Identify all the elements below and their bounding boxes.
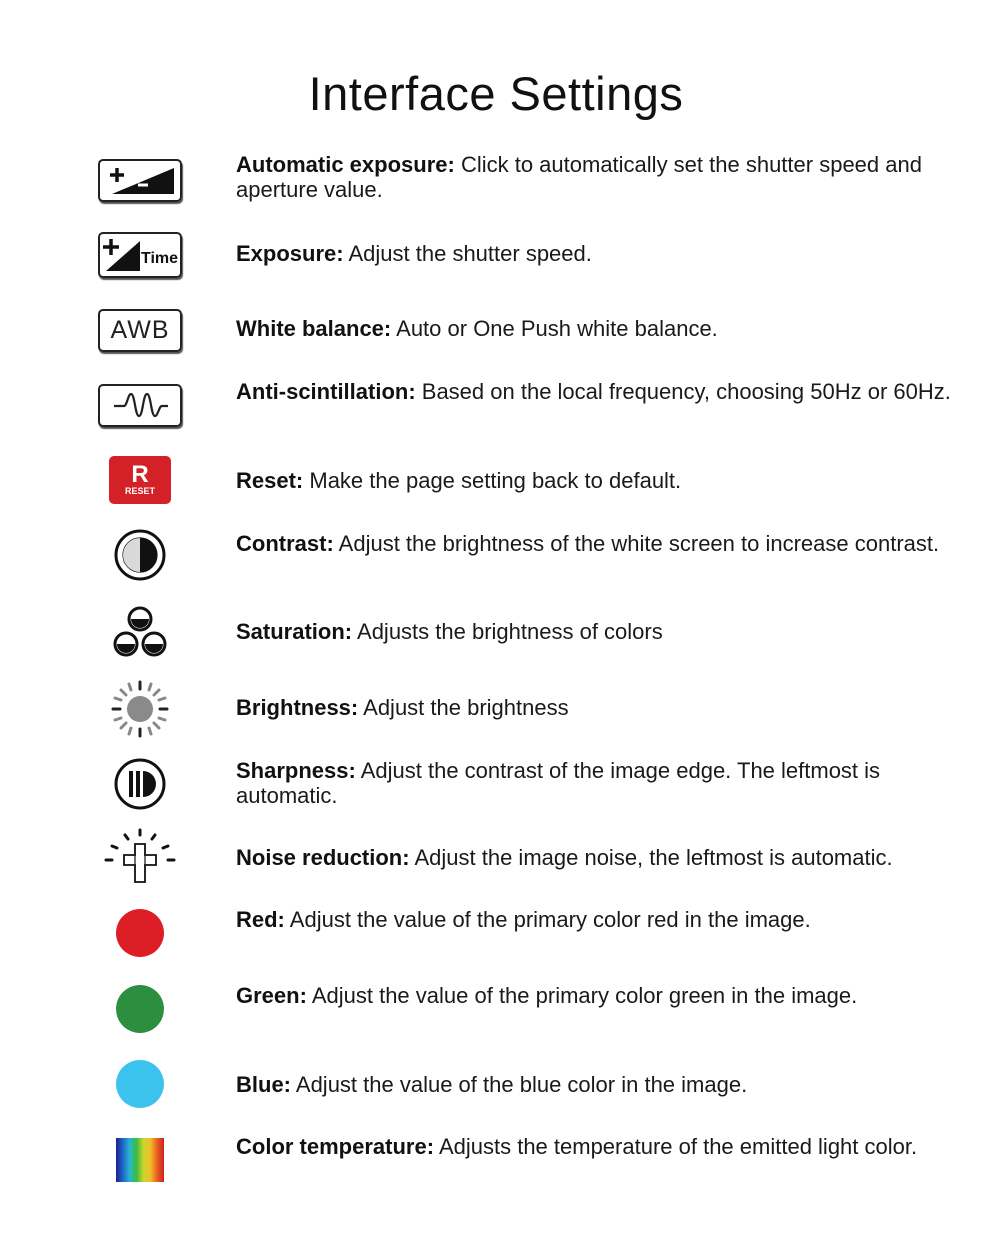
setting-description: [236, 1134, 956, 1159]
setting-text: Adjust the value of the blue color in the image.: [291, 1072, 748, 1097]
page-title: Interface Settings: [308, 67, 684, 120]
setting-label: Exposure:: [236, 241, 344, 266]
setting-description: [236, 468, 956, 493]
contrast-icon: [96, 531, 184, 579]
brightness-icon: [96, 685, 184, 733]
setting-label: Contrast:: [236, 531, 334, 556]
auto-exposure-icon: [96, 156, 184, 204]
setting-text: Adjust the contrast of the image edge. The leftmost is automatic.: [236, 758, 881, 808]
setting-label: Automatic exposure:: [236, 152, 455, 177]
setting-text: Adjust the value of the primary color green in the image.: [306, 983, 858, 1008]
noise-reduction-icon: [96, 833, 184, 881]
setting-description: [236, 316, 956, 341]
setting-description: [236, 531, 956, 556]
setting-text: Based on the local frequency, choosing 50Hz or 60Hz.: [415, 379, 951, 404]
red-dot-icon: [96, 909, 184, 957]
setting-description: [236, 907, 956, 932]
setting-label: White balance:: [236, 316, 392, 341]
setting-description: [236, 379, 956, 404]
reset-icon-letter: R: [131, 460, 149, 488]
setting-label: Green:: [236, 983, 307, 1008]
reset-icon: [96, 456, 184, 504]
setting-text: Auto or One Push white balance.: [391, 316, 718, 341]
setting-text: Adjusts the temperature of the emitted light color.: [434, 1134, 918, 1159]
spectrum-swatch: [116, 1138, 164, 1182]
exposure-icon-text: Time: [141, 250, 179, 267]
setting-description: [236, 695, 956, 720]
saturation-icon: [96, 609, 184, 657]
setting-label: Noise reduction:: [236, 845, 410, 870]
reset-icon-text: RESET: [124, 485, 155, 496]
exposure-time-icon: [96, 231, 184, 279]
blue-swatch: [116, 1060, 164, 1108]
setting-text: Adjust the brightness: [358, 695, 569, 720]
awb-icon-text: AWB: [110, 315, 170, 344]
sharpness-icon: [96, 760, 184, 808]
blue-dot-icon: [96, 1060, 184, 1108]
red-swatch: [116, 909, 164, 957]
setting-text: Make the page setting back to default.: [303, 468, 682, 493]
setting-description: [236, 845, 956, 870]
setting-description: [236, 758, 956, 808]
setting-text: Adjust the brightness of the white screen to increase contrast.: [333, 531, 940, 556]
setting-text: Adjust the shutter speed.: [343, 241, 592, 266]
setting-text: Adjusts the brightness of colors: [352, 619, 663, 644]
setting-description: [236, 1072, 956, 1097]
setting-description: [236, 152, 956, 202]
setting-label: Red:: [236, 907, 285, 932]
setting-label: Anti-scintillation:: [236, 379, 416, 404]
green-swatch: [116, 985, 164, 1033]
setting-text: Click to automatically set the shutter speed and aperture value.: [236, 152, 922, 202]
setting-label: Brightness:: [236, 695, 359, 720]
setting-text: Adjust the image noise, the leftmost is automatic.: [409, 845, 893, 870]
setting-text: Adjust the value of the primary color red in the image.: [284, 907, 811, 932]
setting-description: [236, 619, 956, 644]
setting-label: Reset:: [236, 468, 304, 493]
setting-label: Blue:: [236, 1072, 291, 1097]
wave-icon: [96, 381, 184, 429]
setting-label: Saturation:: [236, 619, 353, 644]
setting-description: [236, 983, 956, 1008]
setting-label: Sharpness:: [236, 758, 356, 783]
setting-label: Color temperature:: [236, 1134, 435, 1159]
color-spectrum-icon: [96, 1136, 184, 1184]
green-dot-icon: [96, 985, 184, 1033]
awb-icon: [96, 306, 184, 354]
setting-description: [236, 241, 956, 266]
